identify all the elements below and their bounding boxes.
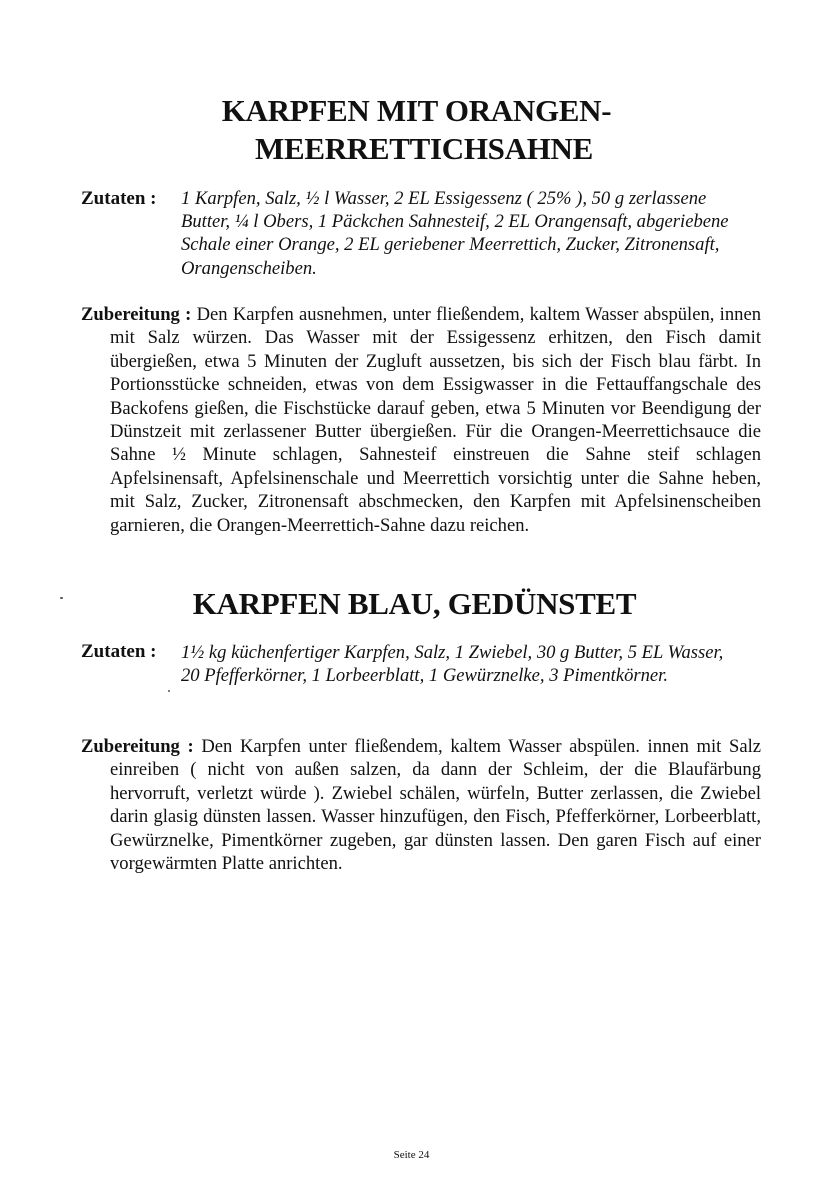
recipe-title-line-1: KARPFEN MIT ORANGEN- bbox=[221, 93, 612, 128]
ingredients-label: Zutaten : bbox=[81, 641, 157, 662]
ingredients-text: 1½ kg küchenfertiger Karpfen, Salz, 1 Zwiebel, 30 g Butter, 5 EL Wasser, 20 Pfefferkörner, 1 Lorbeerblatt, 1 Gewürznelke, 3 Pimentkörner. bbox=[181, 642, 724, 687]
preparation-label: Zubereitung : bbox=[81, 736, 194, 757]
recipe-title-karpfen-blau: KARPFEN BLAU, GEDÜNSTET bbox=[192, 586, 637, 621]
ingredients-text: 1 Karpfen, Salz, ½ l Wasser, 2 EL Essigessenz ( 25% ), 50 g zerlassene Butter, ¼ l Obers, 1 Päckchen Sahnesteif, 2 EL Orangensaft, abgeriebene Schale einer Orange, 2 EL geriebener Meerrettich, Zucker, Zitronensaft, Orangenscheiben. bbox=[181, 188, 729, 279]
recipe-title-line-2: MEERRETTICHSAHNE bbox=[255, 131, 593, 166]
page-number: Seite 24 bbox=[393, 1149, 430, 1161]
preparation-text: Den Karpfen ausnehmen, unter fließendem, kaltem Wasser abspülen, innen mit Salz würzen. Das Wasser mit der Essigessenz erhitzen, den Fisch damit übergießen, etwa 5 Minuten der Zugluft aussetzen, bis sich der Fisch blau färbt. In Portionsstücke schneiden, etwas von dem Essigwasser in die Fettauffangschale des Backofens gießen, die Fischstücke darauf geben, etwa 5 Minuten vor Beendigung der Dünstzeit mit zerlassener Butter übergießen. Für die Orangen-Meerrettichsauce die Sahne ½ Minute schlagen, Sahnesteif einstreuen die Sahne steif schlagen Apfelsinensaft, Apfelsinenschale und Meerrettich vorsichtig unter die Sahne heben, mit Salz, Zucker, Zitronensaft abschmecken, den Karpfen mit Apfelsinenscheiben garnieren, die Orangen-Meerrettich-Sahne dazu reichen. bbox=[110, 304, 761, 536]
scan-speck bbox=[168, 690, 170, 692]
preparation-text: Den Karpfen unter fließendem, kaltem Wasser abspülen. innen mit Salz einreiben ( nicht von außen salzen, da dann der Schleim, der die Blaufärbung hervorruft, verletzt würde ). Zwiebel schälen, würfeln, Butter zerlassen, die Zwiebel darin glasig dünsten lassen. Wasser hinzufügen, den Fisch, Pfefferkörner, Lorbeerblatt, Gewürznelke, Pimentkörner zugeben, gar dünsten lassen. Den garen Fisch auf einer vorgewärmten Platte anrichten. bbox=[110, 736, 761, 875]
recipe-title-karpfen-orangen bbox=[0, 92, 823, 168]
scan-speck bbox=[60, 597, 63, 599]
preparation-paragraph bbox=[81, 735, 761, 875]
preparation-paragraph bbox=[81, 303, 761, 537]
preparation-label: Zubereitung : bbox=[81, 304, 192, 325]
ingredients-label: Zutaten : bbox=[81, 188, 157, 209]
